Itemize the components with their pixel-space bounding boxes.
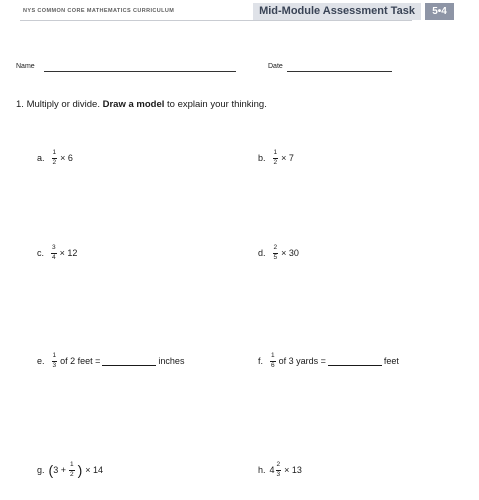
prompt-text-end: to explain your thinking. (167, 99, 267, 110)
numerator: 1 (52, 353, 58, 362)
expression-rest: × 13 (284, 465, 302, 475)
expression-rest: × 7 (281, 153, 294, 163)
problem-letter: e. (37, 356, 45, 366)
denominator: 5 (273, 253, 278, 261)
expression-rest: × 12 (59, 248, 78, 258)
curriculum-title: NYS COMMON CORE MATHEMATICS CURRICULUM (23, 8, 175, 14)
numerator: 1 (69, 462, 75, 471)
fraction (276, 462, 282, 478)
answer-blank[interactable] (102, 357, 156, 366)
problem-letter: h. (258, 465, 266, 475)
fraction (270, 353, 276, 369)
name-field[interactable] (44, 71, 236, 72)
expression-rest: of 2 feet = (60, 356, 101, 366)
fraction (52, 353, 58, 369)
problem-a (37, 150, 73, 166)
answer-unit: inches (158, 356, 185, 366)
date-field[interactable] (287, 71, 392, 72)
header-divider (20, 20, 412, 21)
numerator: 1 (52, 150, 58, 159)
problem-letter: c. (37, 248, 45, 258)
close-paren: ) (77, 462, 83, 478)
lesson-badge: 5•4 (425, 3, 454, 20)
expression-rest: × 6 (60, 153, 73, 163)
problem-letter: d. (258, 248, 266, 258)
numerator: 2 (276, 462, 282, 471)
numerator: 3 (51, 245, 57, 254)
question-prompt (16, 99, 267, 110)
denominator: 2 (69, 470, 74, 478)
problem-h (258, 462, 302, 478)
denominator: 3 (52, 361, 57, 369)
prompt-emphasis: Draw a model (102, 99, 165, 110)
problem-letter: b. (258, 153, 266, 163)
fraction (273, 150, 279, 166)
expression-rest: × 30 (281, 248, 299, 258)
problem-e (37, 353, 184, 369)
fraction (273, 245, 279, 261)
problem-c (37, 245, 77, 261)
fraction (51, 245, 57, 261)
denominator: 6 (271, 361, 275, 369)
answer-unit: feet (383, 356, 399, 366)
denominator: 2 (52, 158, 57, 166)
problem-f (258, 353, 399, 369)
numerator: 2 (273, 245, 279, 254)
denominator: 3 (276, 470, 281, 478)
problem-b (258, 150, 294, 166)
numerator: 1 (270, 353, 276, 362)
denominator: 2 (273, 158, 278, 166)
problem-letter: a. (37, 153, 45, 163)
whole-number: 4 (269, 465, 275, 475)
problem-letter: f. (258, 356, 264, 366)
problem-letter: g. (37, 465, 45, 475)
page-header (9, 3, 449, 20)
fraction (52, 150, 58, 166)
numerator: 1 (273, 150, 279, 159)
assessment-title: Mid-Module Assessment Task (253, 3, 421, 20)
name-label: Name (16, 63, 35, 70)
problem-d (258, 245, 299, 261)
open-paren: ( (48, 462, 54, 478)
prompt-text: Multiply or divide. (26, 99, 100, 110)
question-number: 1. (16, 99, 24, 110)
problem-g (37, 462, 103, 478)
expression-rest: × 14 (85, 465, 104, 475)
fraction (69, 462, 75, 478)
answer-blank[interactable] (328, 357, 382, 366)
whole-part: 3 + (53, 465, 66, 475)
date-label: Date (268, 63, 283, 70)
denominator: 4 (52, 253, 56, 261)
expression-rest: of 3 yards = (278, 356, 326, 366)
